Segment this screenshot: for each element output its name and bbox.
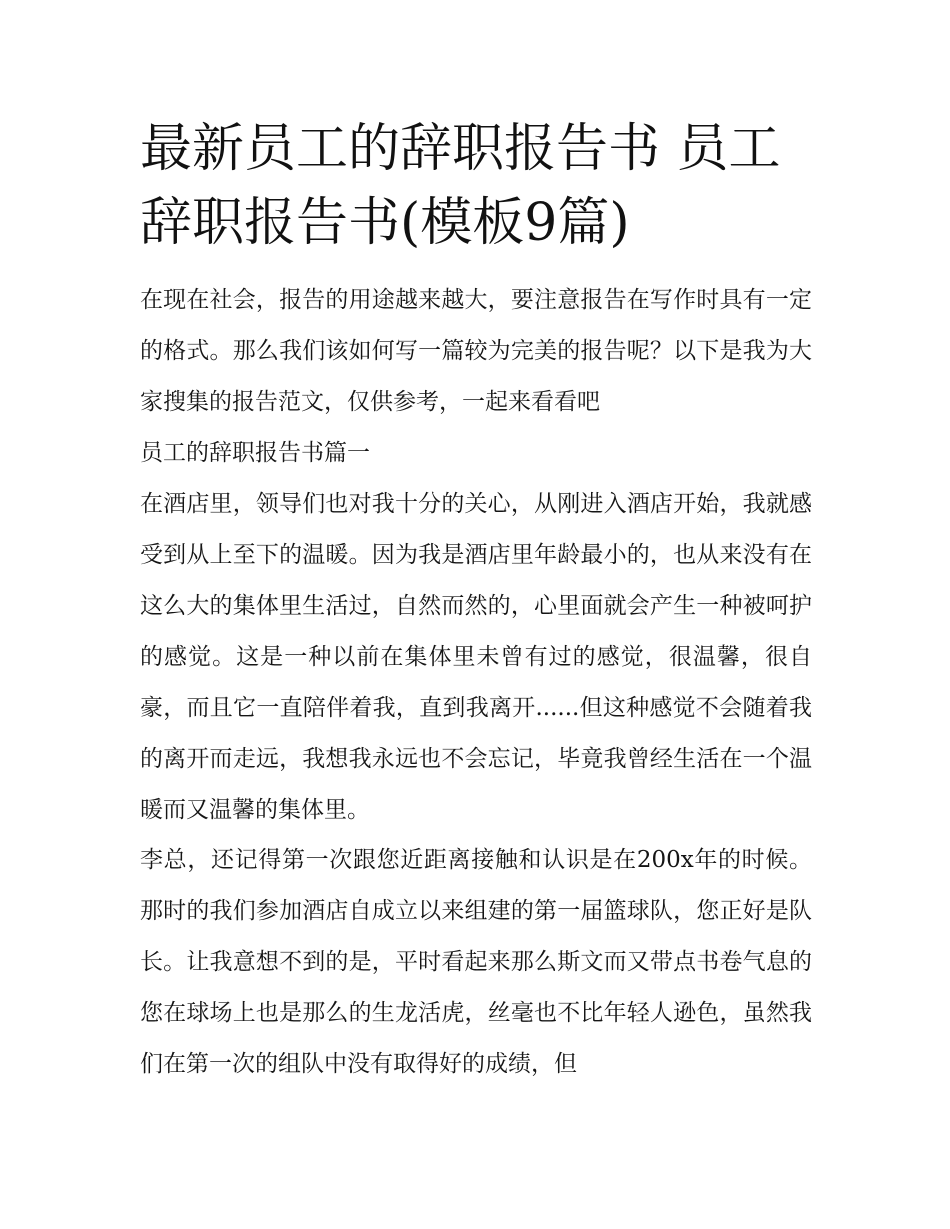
intro-paragraph: 在现在社会，报告的用途越来越大，要注意报告在写作时具有一定的格式。那么我们该如何写一篇较为完美的报告呢？以下是我为大家搜集的报告范文，仅供参考，一起来看看吧 xyxy=(140,287,812,415)
document-title: 最新员工的辞职报告书 员工辞职报告书(模板9篇) xyxy=(140,119,781,253)
body-paragraph-1: 在酒店里，领导们也对我十分的关心，从刚进入酒店开始，我就感受到从上至下的温暖。因为我是酒店里年龄最小的，也从来没有在这么大的集体里生活过，自然而然的，心里面就会产生一种被呵护的感觉。这是一种以前在集体里未曾有过的感觉，很温馨，很自豪，而且它一直陪伴着我，直到我离开......但这种感觉不会随着我的离开而走远，我想我永远也不会忘记，毕竟我曾经生活在一个温暖而又温馨的集体里。 xyxy=(140,491,812,823)
body-paragraph-2: 李总，还记得第一次跟您近距离接触和认识是在200x年的时候。那时的我们参加酒店自成立以来组建的第一届篮球队，您正好是队长。让我意想不到的是，平时看起来那么斯文而又带点书卷气息的您在球场上也是那么的生龙活虎，丝毫也不比年轻人逊色，虽然我们在第一次的组队中没有取得好的成绩，但 xyxy=(140,847,812,1077)
section-heading: 员工的辞职报告书篇一 xyxy=(140,440,370,466)
